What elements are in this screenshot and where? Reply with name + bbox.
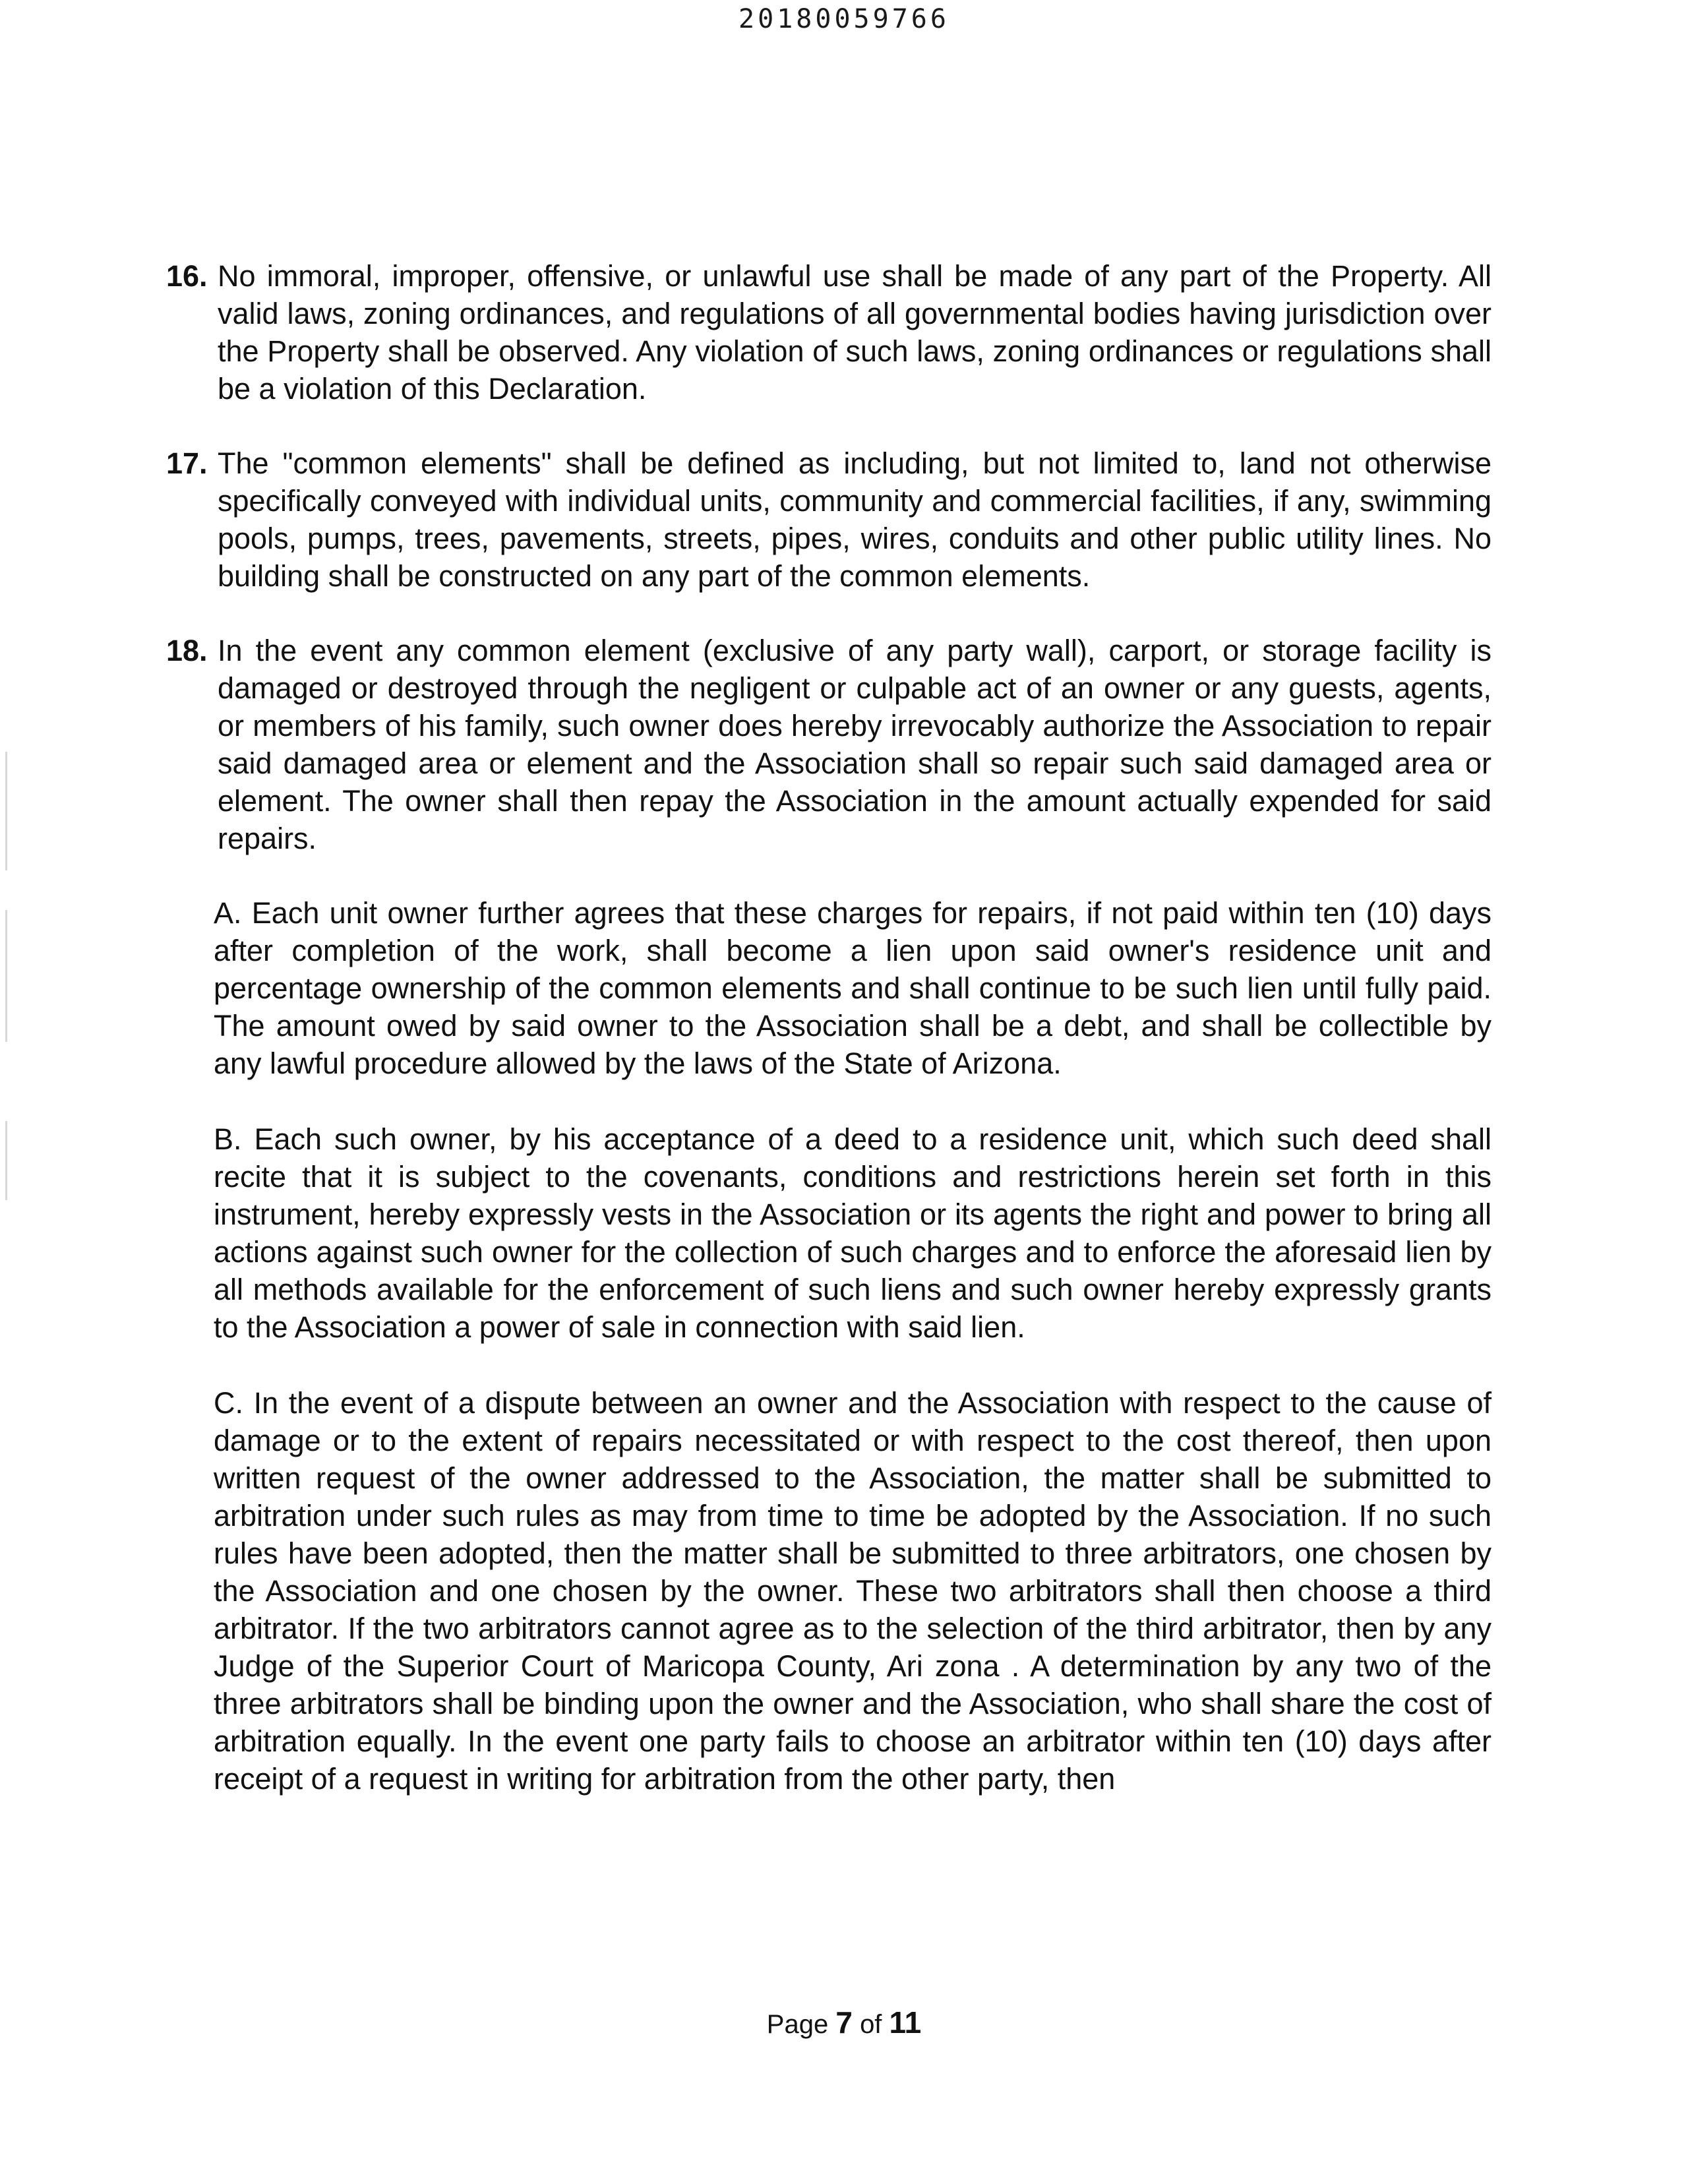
subparagraph-b: B. Each such owner, by his acceptance of a deed to a residence unit, which such deed shall recite that it is subject to the covenants, conditions and restrictions herein set forth in this instrument, hereby expressly vests in the Association or its agents the right and power to bring all actions against such owner for the collection of such charges and to enforce the aforesaid lien by all methods available for the enforcement of such liens and such owner hereby expressly grants to the Association a power of sale in connection with said lien. — [214, 1122, 1492, 1344]
page-total: 11 — [889, 2005, 922, 2040]
scan-artifact — [5, 1121, 7, 1200]
paragraph-number: 18. — [166, 634, 208, 667]
page-label: Page — [766, 2010, 829, 2039]
paragraph-number: 17. — [166, 446, 208, 480]
document-body — [166, 257, 1492, 1836]
page-current: 7 — [835, 2005, 853, 2040]
document-number: 20180059766 — [738, 4, 950, 34]
paragraph-16 — [166, 257, 1492, 408]
subparagraph-c: C. In the event of a dispute between an owner and the Association with respect to the cause of damage or to the extent of repairs necessitated or with respect to the cost thereof, then upon written request of the owner addressed to the Association, the matter shall be submitted to arbitration under such rules as may from time to time be adopted by the Association. If no such rules have been adopted, then the matter shall be submitted to three arbitrators, one chosen by the Association and one chosen by the owner. These two arbitrators shall then choose a third arbitrator. If the two arbitrators cannot agree as to the selection of the third arbitrator, then by any Judge of the Superior Court of Maricopa County, Ari zona . A determination by any two of the three arbitrators shall be binding upon the owner and the Association, who shall share the cost of arbitration equally. In the event one party fails to choose an arbitrator within ten (10) days after receipt of a request in writing for arbitration from the other party, then — [214, 1386, 1492, 1796]
page-footer — [0, 2005, 1688, 2040]
scan-artifact — [5, 910, 7, 1042]
subparagraph-a: A. Each unit owner further agrees that these charges for repairs, if not paid within ten (10) days after completion of the work, shall become a lien upon said owner's residence unit and percentage ownership of the common elements and shall continue to be such lien until fully paid. The amount owed by said owner to the Association shall be a debt, and shall be collectible by any lawful procedure allowed by the laws of the State of Arizona. — [214, 896, 1492, 1080]
paragraph-17 — [166, 444, 1492, 595]
paragraph-text: In the event any common element (exclusive of any party wall), carport, or storage facility is damaged or destroyed through the negligent or culpable act of an owner or any guests, agents, or members of his family, such owner does hereby irrevocably authorize the Association to repair said damaged area or element and the Association shall so repair such said damaged area or element. The owner shall then repay the Association in the amount actually expended for said repairs. — [218, 634, 1492, 855]
paragraph-number: 16. — [166, 259, 208, 293]
paragraph-18 — [166, 632, 1492, 857]
page-of: of — [860, 2010, 882, 2039]
paragraph-text: No immoral, improper, offensive, or unlawful use shall be made of any part of the Property. All valid laws, zoning ordinances, and regulations of all governmental bodies having jurisdiction over the Property shall be observed. Any violation of such laws, zoning ordinances or regulations shall be a violation of this Declaration. — [218, 259, 1492, 406]
scan-artifact — [5, 752, 7, 870]
paragraph-text: The "common elements" shall be defined as including, but not limited to, land not otherwise specifically conveyed with individual units, community and commercial facilities, if any, swimming pools, pumps, trees, pavements, streets, pipes, wires, conduits and other public utility lines. No building shall be constructed on any part of the common elements. — [218, 446, 1492, 593]
